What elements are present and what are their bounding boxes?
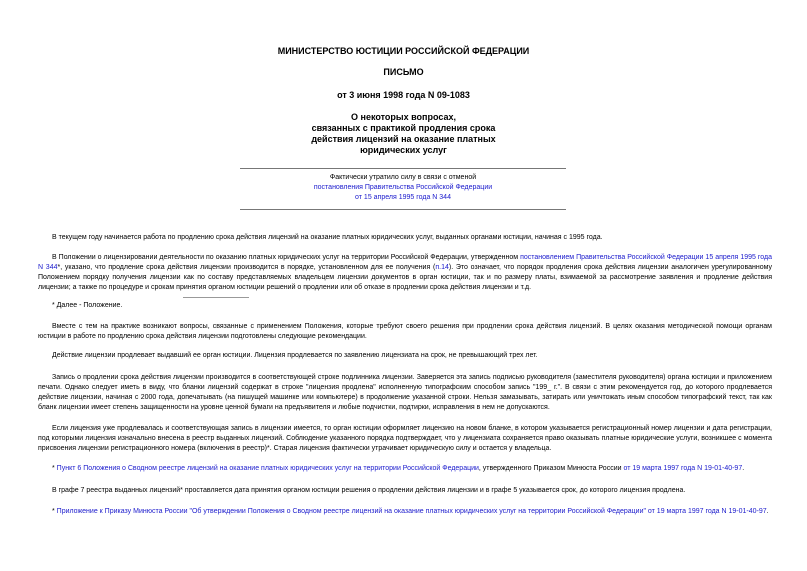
paragraph-2-text-c: ). Это означает, что порядок продления срока действия лицензии аналогичен урегулированному Положением порядку получения лицензии как по составу представляемых владельцем лицензии документов в орган юстиции, так и по размеру платы, взимаемой за рассмотрение заявления и продление действия лицензии; а также по процедуре и срокам принятия органом юстиции решений о продлении или об отказе в продлении срока действия лицензии и т.д. <box>38 264 772 291</box>
ministry-title: МИНИСТЕРСТВО ЮСТИЦИИ РОССИЙСКОЙ ФЕДЕРАЦИИ <box>277 46 530 56</box>
footnote-3-marker: * <box>52 508 57 515</box>
subject-line-3: действия лицензий на оказание платных <box>311 134 496 144</box>
paragraph-3: Вместе с тем на практике возникают вопросы, связанные с применением Положения, которые требуют своего решения при продлении срока действия лицензий. В целях оказания методической помощи органам юстиции в работе по продлению срока действия лицензии подготовлены следующие рекомендации. <box>38 323 772 340</box>
doc-type: ПИСЬМО <box>383 67 424 77</box>
paragraph-7: В графе 7 реестра выданных лицензий* проставляется дата принятия органом юстиции решения о продлении действия лицензии и в графе 5 указывается срок, до которого лицензия продлена. <box>52 487 686 494</box>
status-note-link-line2[interactable]: от 15 апреля 1995 года N 344 <box>355 194 451 201</box>
paragraph-2 <box>38 253 772 293</box>
paragraph-2-text-a: В Положении о лицензировании деятельности по оказанию платных юридических услуг на территории Российской Федерации, утвержденном <box>52 254 521 261</box>
status-rule-bottom <box>240 209 566 210</box>
order-appendix-link[interactable]: Приложение к Приказу Минюста России "Об утверждении Положения о Сводном реестре лицензий на оказание платных юридических услуг на территории Российской Федерации" от 19 марта 1997 года N 19-01-40-97 <box>56 508 767 515</box>
status-note-link-line2-wrap <box>240 193 566 203</box>
footnote-2 <box>38 464 772 474</box>
status-note-line1: Фактически утратило силу в связи с отменой <box>329 174 477 181</box>
status-note-link[interactable]: постановления Правительства Российской Федерации <box>313 184 493 191</box>
footnote-3-end: . <box>766 508 769 515</box>
decree-link[interactable]: постановлением Правительства Российской Федерации 15 апреля 1995 года N 344 <box>38 254 772 271</box>
footnote-2-text: , утвержденного Приказом Минюста России <box>478 465 624 472</box>
paragraph-5: Запись о продлении срока действия лицензии производится в соответствующей строке подлинника лицензии. Заверяется эта запись подписью руководителя (заместителя руководителя) органа юстиции и приложением печати. Однако следует иметь в виду, что бланки лицензий содержат в строке "лицензия продлена" исполненную типографским способом запись "199_ г.". В связи с этим рекомендуется год, до которого продлевается действие лицензии, начиная с 2000 года, допечатывать (на пишущей машинке или компьютере) в продолжение указанной строки. Нельзя замазывать, затирать или уничтожать иным способом типографский текст, так как бланк лицензии имеет степень защищенности на уровне ценной бумаги на предъявителя и любые подчистки, подтирки, исправления в нем не допускаются. <box>38 374 772 411</box>
subject-line-1: О некоторых вопросах, <box>351 112 456 122</box>
clause-14-link[interactable]: п.14 <box>435 264 449 271</box>
status-rule-top <box>240 168 566 169</box>
footnote-2-end: . <box>742 465 745 472</box>
footnote-3 <box>38 507 772 517</box>
paragraph-6: Если лицензия уже продлевалась и соответствующая запись в лицензии имеется, то орган юстиции оформляет лицензию на новом бланке, в котором указывается регистрационный номер лицензии и дата регистрации, под которыми лицензия изначально внесена в реестр выданных лицензий. Соблюдение указанного порядка подтверждает, что у лицензиата сохраняется право оказывать платные юридические услуги, возникшее с момента присвоения лицензии регистрационного номера (включения в реестр)*. Старая лицензия фактически утрачивает юридическую силу и остается у владельца. <box>38 425 772 452</box>
paragraph-2-text-b: *, указано, что продление срока действия лицензии производится в порядке, установленном для ее получения ( <box>57 264 436 271</box>
registry-regulation-link[interactable]: Пункт 6 Положения о Сводном реестре лицензий на оказание платных юридических услуг на территории Российской Федерации <box>56 465 479 472</box>
paragraph-4: Действие лицензии продлевает выдавший ее орган юстиции. Лицензия продлевается по заявлению лицензиата на срок, не превышающий трех лет. <box>52 352 538 359</box>
footnote-1: * Далее - Положение. <box>52 302 123 309</box>
status-note-link-wrap <box>240 183 566 193</box>
order-date-link[interactable]: от 19 марта 1997 года N 19-01-40-97 <box>623 465 743 472</box>
subject-line-2: связанных с практикой продления срока <box>311 123 496 133</box>
footnote-2-marker: * <box>52 465 57 472</box>
paragraph-1: В текущем году начинается работа по продлению срока действия лицензий на оказание платных юридических услуг, выданных органами юстиции, начиная с 1995 года. <box>52 234 603 241</box>
footnote-separator <box>183 297 249 298</box>
doc-date-number: от 3 июня 1998 года N 09-1083 <box>337 90 470 100</box>
subject-line-4: юридических услуг <box>360 145 447 155</box>
